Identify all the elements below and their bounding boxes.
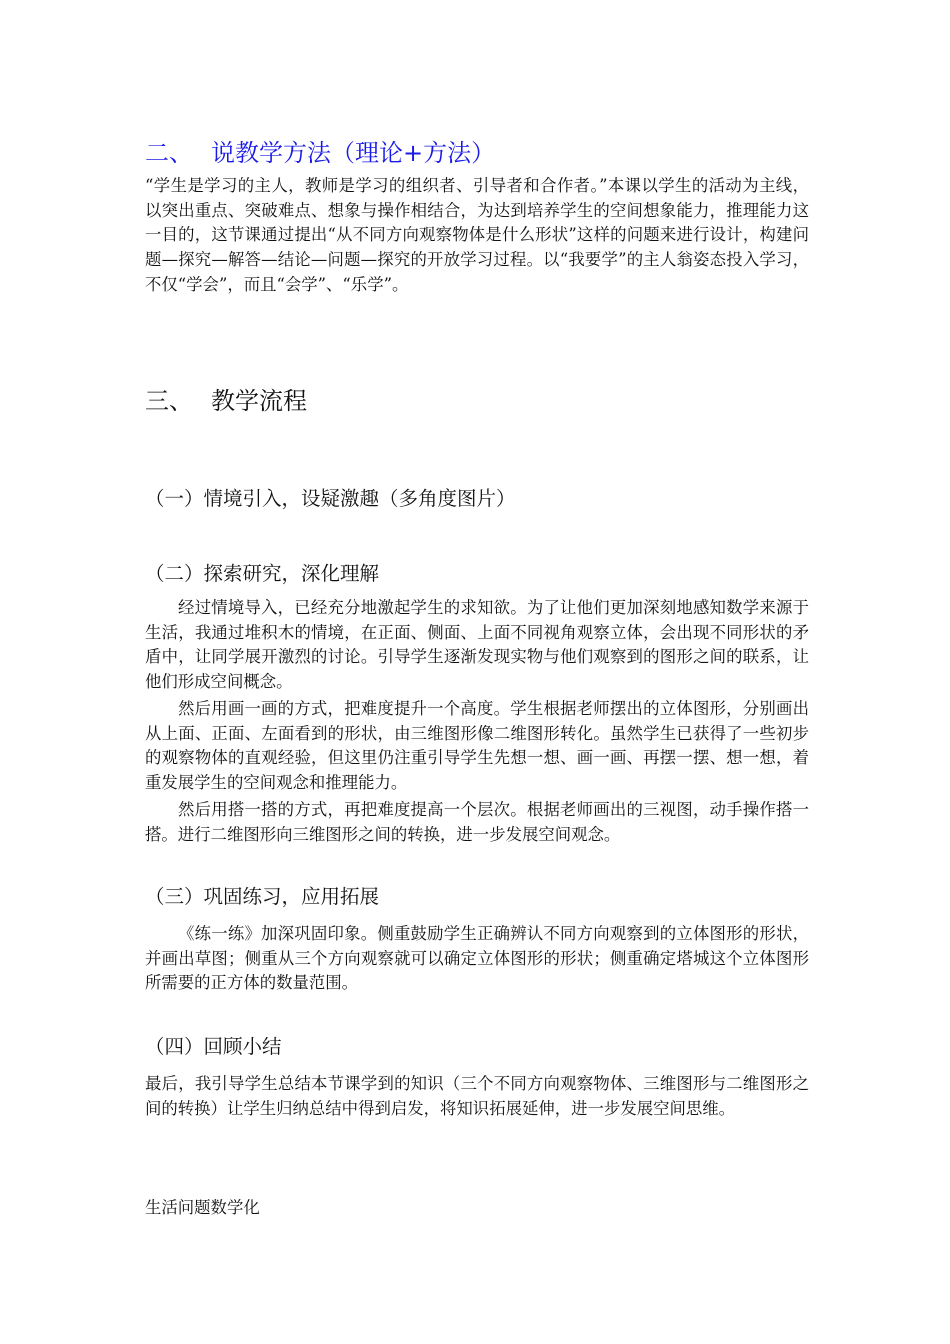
- section-3-title: 教学流程: [211, 387, 307, 415]
- step-2-paragraph-1: 经过情境导入，已经充分地激起学生的求知欲。为了让他们更加深刻地感知数学来源于生活，我通过堆积木的情境，在正面、侧面、上面不同视角观察立体，会出现不同形状的矛盾中，让同学展开激烈的讨论。引导学生逐渐发现实物与他们观察到的图形之间的联系，让他们形成空间概念。: [145, 598, 809, 692]
- step-4-paragraph: 最后，我引导学生总结本节课学到的知识（三个不同方向观察物体、三维图形与二维图形之间的转换）让学生归纳总结中得到启发，将知识拓展延伸，进一步发展空间思维。: [145, 1074, 809, 1118]
- section-2-paragraph: “学生是学习的主人，教师是学习的组织者、引导者和合作者。”本课以学生的活动为主线，以突出重点、突破难点、想象与操作相结合，为达到培养学生的空间想象能力，推理能力这一目的，这节课通过提出“从不同方向观察物体是什么形状”这样的问题来进行设计，构建问题—探究—解答—结论—问题—探究的开放学习过程。以“我要学”的主人翁姿态投入学习，不仅“学会”，而且“会学”、“乐学”。: [145, 176, 809, 294]
- section-2-title: 说教学方法（理论+方法）: [211, 139, 496, 167]
- step-3-title: （三）巩固练习，应用拓展: [145, 885, 380, 908]
- step-2-title: （二）探索研究，深化理解: [145, 562, 380, 585]
- section-3-heading: [145, 386, 307, 416]
- step-1-title: （一）情境引入，设疑激趣（多角度图片）: [145, 487, 516, 510]
- step-2-paragraph-3: 然后用搭一搭的方式，再把难度提高一个层次。根据老师画出的三视图，动手操作搭一搭。进行二维图形向三维图形之间的转换，进一步发展空间观念。: [145, 800, 809, 844]
- step-3-paragraph: 《练一练》加深巩固印象。侧重鼓励学生正确辨认不同方向观察到的立体图形的形状，并画出草图；侧重从三个方向观察就可以确定立体图形的形状；侧重确定塔城这个立体图形所需要的正方体的数量范围。: [145, 924, 809, 993]
- step-4-title: （四）回顾小结: [145, 1035, 282, 1058]
- section-2-heading: [145, 138, 495, 168]
- section-3-number: 三、: [145, 387, 193, 415]
- closing-phrase: 生活问题数学化: [145, 1198, 260, 1217]
- step-2-paragraph-2: 然后用画一画的方式，把难度提升一个高度。学生根据老师摆出的立体图形，分别画出从上面、正面、左面看到的形状，由三维图形像二维图形转化。虽然学生已获得了一些初步的观察物体的直观经验，但这里仍注重引导学生先想一想、画一画、再摆一摆、想一想，着重发展学生的空间观念和推理能力。: [145, 699, 809, 793]
- section-2-number: 二、: [145, 139, 193, 167]
